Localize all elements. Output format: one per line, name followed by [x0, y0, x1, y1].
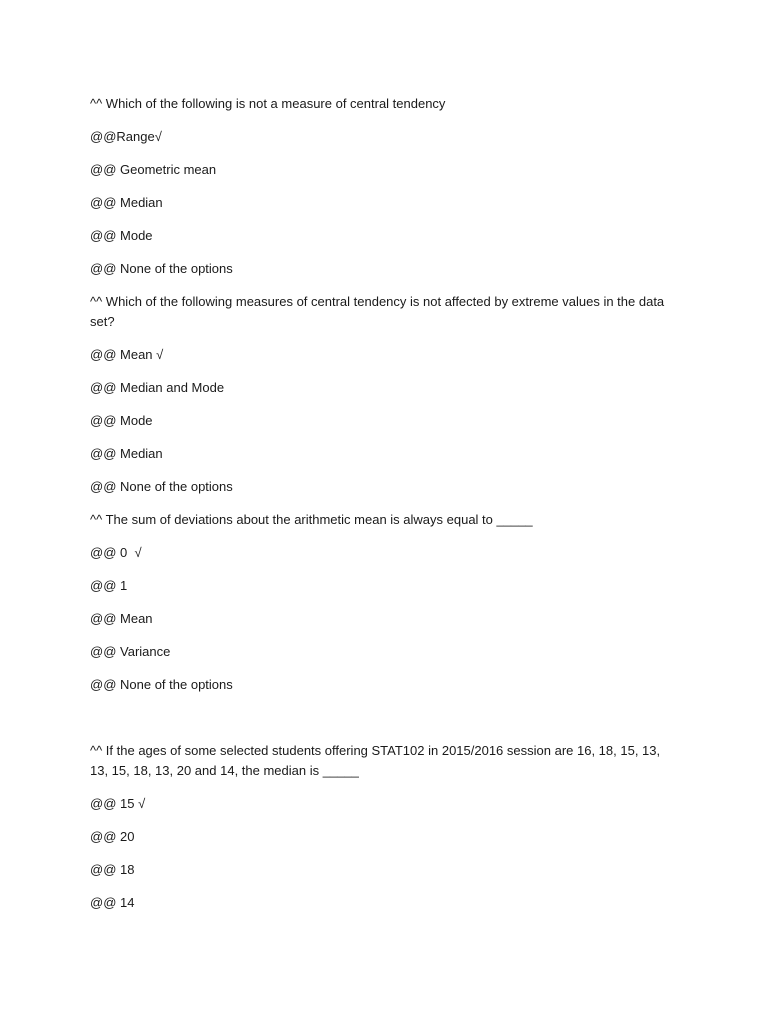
- question-2: ^^ Which of the following measures of central tendency is not affected by extreme values in the data set?: [90, 294, 668, 329]
- q2-option-a: @@ Mean √: [90, 347, 164, 362]
- q1-option-a: @@Range√: [90, 129, 162, 144]
- question-1: ^^ Which of the following is not a measure of central tendency: [90, 96, 446, 111]
- question-4: ^^ If the ages of some selected students offering STAT102 in 2015/2016 session are 16, 18, 15, 13, 13, 15, 18, 13, 20 and 14, the median is _____: [90, 743, 664, 778]
- q4-option-d: @@ 14: [90, 895, 135, 910]
- q4-option-a: @@ 15 √: [90, 796, 146, 811]
- q3-option-b: @@ 1: [90, 578, 128, 593]
- paragraph-spacer: [90, 708, 670, 741]
- q1-option-b: @@ Geometric mean: [90, 162, 217, 177]
- question-3: ^^ The sum of deviations about the arithmetic mean is always equal to _____: [90, 512, 533, 527]
- q1-option-c: @@ Median: [90, 195, 163, 210]
- document-body: [90, 94, 670, 926]
- q2-option-d: @@ Median: [90, 446, 163, 461]
- q4-option-c: @@ 18: [90, 862, 135, 877]
- q3-option-c: @@ Mean: [90, 611, 153, 626]
- q1-option-d: @@ Mode: [90, 228, 153, 243]
- q4-option-b: @@ 20: [90, 829, 135, 844]
- q2-option-b: @@ Median and Mode: [90, 380, 225, 395]
- q2-option-e: @@ None of the options: [90, 479, 233, 494]
- q2-option-c: @@ Mode: [90, 413, 153, 428]
- q1-option-e: @@ None of the options: [90, 261, 233, 276]
- q3-option-d: @@ Variance: [90, 644, 171, 659]
- q3-option-a: @@ 0 √: [90, 545, 142, 560]
- q3-option-e: @@ None of the options: [90, 677, 233, 692]
